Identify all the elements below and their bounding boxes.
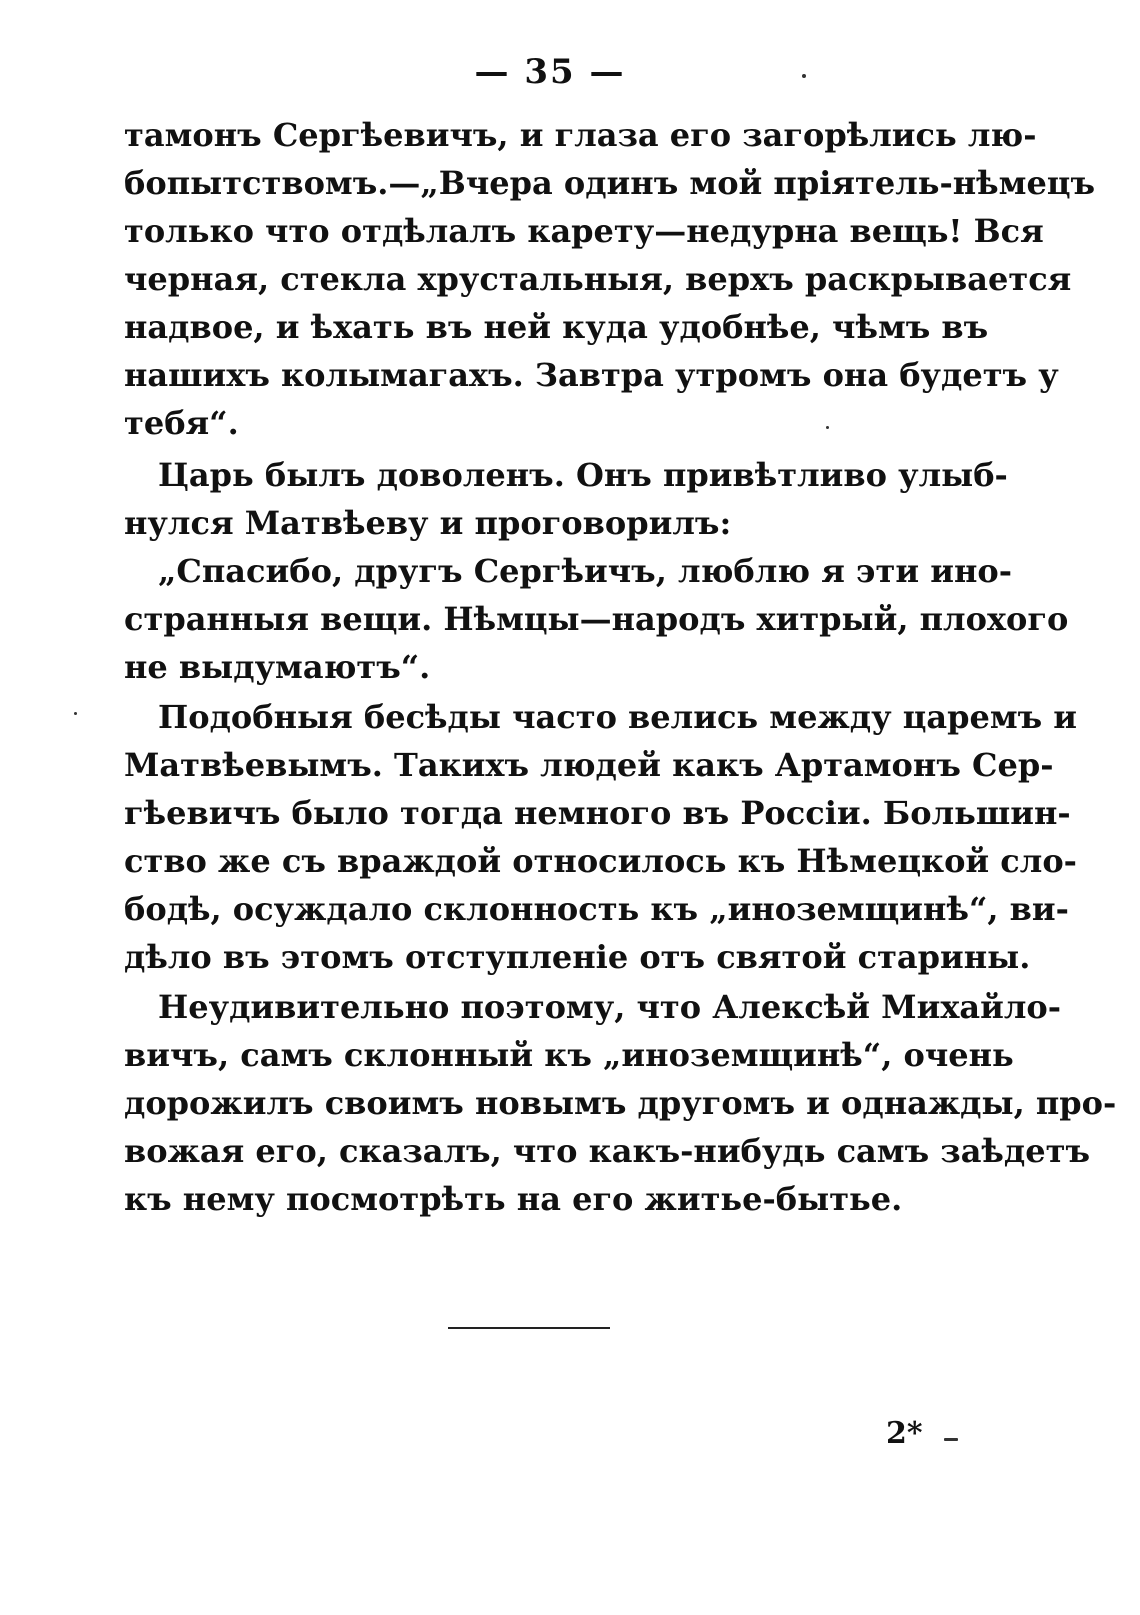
dust-speck bbox=[802, 74, 806, 78]
page-number: — 35 — bbox=[474, 52, 626, 92]
text-line: вожая его, сказалъ, что какъ-нибудь самъ заѣдетъ bbox=[124, 1132, 1090, 1170]
dust-speck bbox=[74, 712, 77, 715]
text-line: бодѣ, осуждало склонность къ „иноземщинѣ“, ви- bbox=[124, 890, 1069, 928]
text-line: „Спасибо, другъ Сергѣичъ, люблю я эти ино- bbox=[158, 552, 1012, 590]
text-line: Матвѣевымъ. Такихъ людей какъ Артамонъ Сер- bbox=[124, 746, 1054, 784]
text-line: Неудивительно поэтому, что Алексѣй Михайло- bbox=[158, 988, 1062, 1026]
text-line: дорожилъ своимъ новымъ другомъ и однажды, про- bbox=[124, 1084, 1117, 1122]
text-line: только что отдѣлалъ карету—недурна вещь! Вся bbox=[124, 212, 1044, 250]
text-line: вичъ, самъ склонный къ „иноземщинѣ“, очень bbox=[124, 1036, 1014, 1074]
text-line: тебя“. bbox=[124, 404, 239, 442]
text-line: надвое, и ѣхать въ ней куда удобнѣе, чѣмъ въ bbox=[124, 308, 989, 346]
signature-mark: 2* bbox=[886, 1416, 923, 1451]
text-line: Подобныя бесѣды часто велись между царемъ и bbox=[158, 698, 1078, 736]
text-line: бопытствомъ.—„Вчера одинъ мой пріятель-нѣмецъ bbox=[124, 164, 1096, 202]
text-line: тамонъ Сергѣевичъ, и глаза его загорѣлись лю- bbox=[124, 116, 1037, 154]
text-line: ство же съ враждой относилось къ Нѣмецкой сло- bbox=[124, 842, 1077, 880]
dust-speck bbox=[826, 426, 829, 429]
text-line: Царь былъ доволенъ. Онъ привѣтливо улыб- bbox=[158, 456, 1008, 494]
text-line: не выдумаютъ“. bbox=[124, 648, 431, 686]
text-line: къ нему посмотрѣть на его житье-бытье. bbox=[124, 1180, 903, 1218]
text-line: нулся Матвѣеву и проговорилъ: bbox=[124, 504, 732, 542]
text-line: дѣло въ этомъ отступленіе отъ святой старины. bbox=[124, 938, 1031, 976]
text-line: странныя вещи. Нѣмцы—народъ хитрый, плохого bbox=[124, 600, 1069, 638]
text-line: нашихъ колымагахъ. Завтра утромъ она будетъ у bbox=[124, 356, 1059, 394]
dust-speck bbox=[944, 1438, 958, 1441]
end-rule bbox=[448, 1327, 610, 1329]
text-line: гѣевичъ было тогда немного въ Россіи. Большин- bbox=[124, 794, 1071, 832]
text-line: черная, стекла хрустальныя, верхъ раскрывается bbox=[124, 260, 1072, 298]
